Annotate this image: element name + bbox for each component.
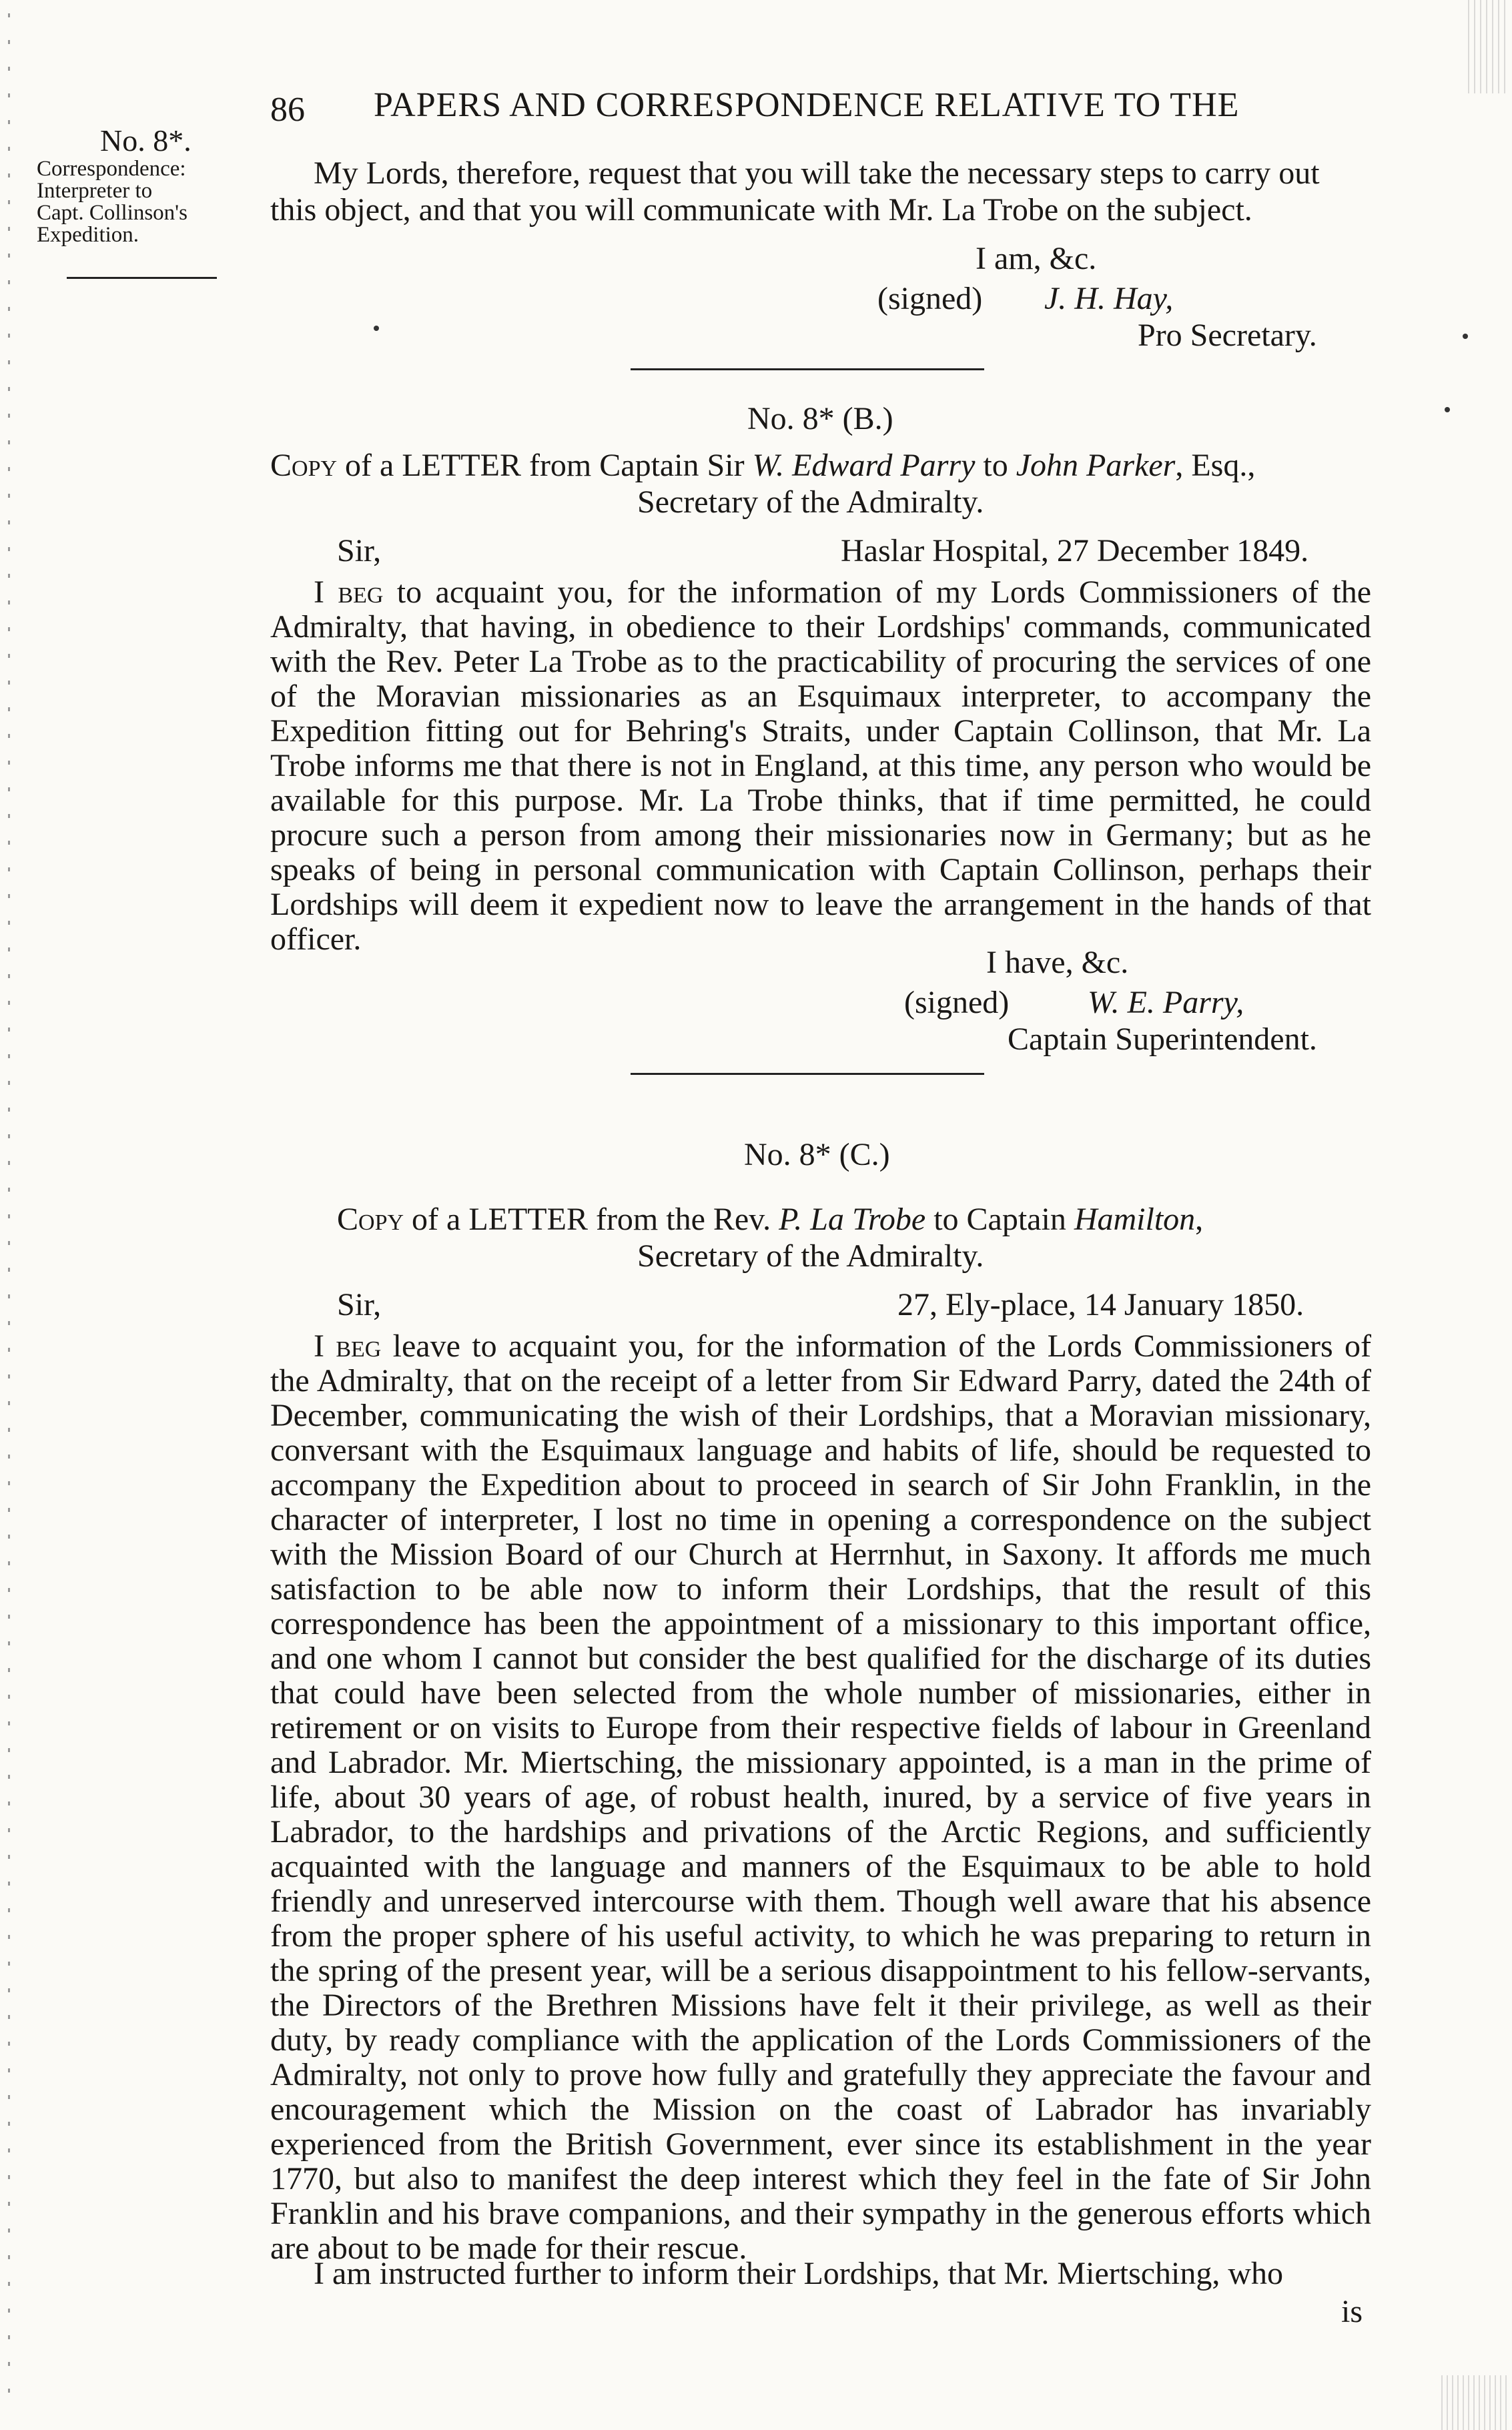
letter-c-body: I beg leave to acquaint you, for the information of the Lords Commissioners of the Admiralty, that on the receipt of a letter from Sir Edward Parry, dated the 24th of December, communicating the wish of their Lordships, that a Moravian missionary, conversant with the Esquimaux language and habits of life, should be requested to accompany the Expedition about to proceed in search of Sir John Franklin, in the character of interpreter, I lost no time in opening a correspondence on the subject with the Mission Board of our Church at Herrnhut, in Saxony. It affords me much satisfaction to be able now to inform their Lordships, that the result of this correspondence has been the appointment of a missionary to this important office, and one whom I cannot but consider the best qualified for the discharge of its duties that could have been selected from the whole number of missionaries, either in retirement or on visits to Europe from their respective fields of labour in Greenland and Labrador. Mr. Miertsching, the missionary appointed, is a man in the prime of life, about 30 years of age, of robust health, inured, by a service of five years in Labrador, to the hardships and privations of the Arctic Regions, and sufficiently acquainted with the language and manners of the Esquimaux to be able to hold friendly and unreserved intercourse with them. Though well aware that his absence from the proper sphere of his useful activity, to which he was preparing to return in the spring of the present year, will be a serious disappointment to his fellow-servants, the Directors of the Brethren Missions have felt it their privilege, as well as their duty, by ready compliance with the application of the Lords Commissioners of the Admiralty, not only to prove how fully and gratefully they appreciate the favour and encouragement which the Mission on the coast of Labrador has invariably experienced from the British Government, ever since its establishment in the year 1770, but also to manifest the deep interest which they feel in the fate of Sir John Franklin and his brave companions, and their sympathy in the generous efforts which are about to be made for their rescue. [270,1328,1372,2266]
page-number: 86 [270,91,305,129]
scan-edge [1468,0,1508,93]
letter-b-salutation: Sir, [337,533,382,568]
letter-b-heading-line-2: Secretary of the Admiralty. [637,484,984,520]
sidenote-line: Capt. Collinson's [37,201,187,225]
running-title: PAPERS AND CORRESPONDENCE RELATIVE TO THE [374,86,1240,124]
scan-edge [8,13,10,2415]
sidenote-line: Expedition. [37,223,139,247]
top-letter-line-1: My Lords, therefore, request that you will take the necessary steps to carry out [314,155,1320,191]
sidenote [37,123,237,246]
letter-c-place-date: 27, Ely-place, 14 January 1850. [897,1287,1304,1322]
top-letter-signed: (signed) [877,281,983,316]
scan-speck [1445,407,1450,412]
letter-b-heading: Copy of a LETTER from Captain Sir W. Edward Parry to John Parker, Esq., [270,448,1256,483]
letter-c-number: No. 8* (C.) [744,1137,890,1172]
letter-b-place-date: Haslar Hospital, 27 December 1849. [841,533,1309,568]
scan-speck [374,326,379,331]
section-divider [631,368,984,370]
letter-b-signer-title: Captain Superintendent. [1008,1022,1317,1057]
catchword: is [1341,2294,1363,2329]
letter-b-signed: (signed) [904,985,1010,1020]
letter-c-salutation: Sir, [337,1287,382,1322]
section-divider [631,1073,984,1075]
sidenote-rule [67,277,217,279]
letter-c-heading: Copy of a LETTER from the Rev. P. La Trobe to Captain Hamilton, [337,1202,1204,1237]
scan-edge [1441,2375,1508,2430]
letter-c-heading-line-2: Secretary of the Admiralty. [637,1238,984,1274]
sidenote-number: No. 8*. [100,123,192,157]
sidenote-line: Interpreter to [37,179,153,203]
letter-c-last-line: I am instructed further to inform their Lordships, that Mr. Miertsching, who [314,2256,1284,2291]
sidenote-line: Correspondence: [37,157,186,181]
letter-b-closing: I have, &c. [986,945,1129,980]
letter-b-number: No. 8* (B.) [747,401,893,436]
letter-b-body: I beg to acquaint you, for the information of my Lords Commissioners of the Admiralty, that having, in obedience to their Lordships' commands, communicated with the Rev. Peter La Trobe as to the practicability of procuring the services of one of the Moravian missionaries as an Esquimaux interpreter, to accompany the Expedition fitting out for Behring's Straits, under Captain Collinson, that Mr. La Trobe informs me that there is not in England, at this time, any person who would be available for this purpose. Mr. La Trobe thinks, that if time permitted, he could procure such a person from among their missionaries now in Germany; but as he speaks of being in personal communication with Captain Collinson, perhaps their Lordships will deem it expedient now to leave the arrangement in the hands of that officer. [270,574,1372,957]
scan-speck [1463,334,1468,339]
top-letter-signer: J. H. Hay, [1044,281,1174,316]
letter-b-signer: W. E. Parry, [1088,985,1244,1020]
top-letter-signer-title: Pro Secretary. [1138,318,1317,353]
top-letter-closing: I am, &c. [976,241,1097,276]
top-letter-line-2: this object, and that you will communicate with Mr. La Trobe on the subject. [270,192,1252,228]
